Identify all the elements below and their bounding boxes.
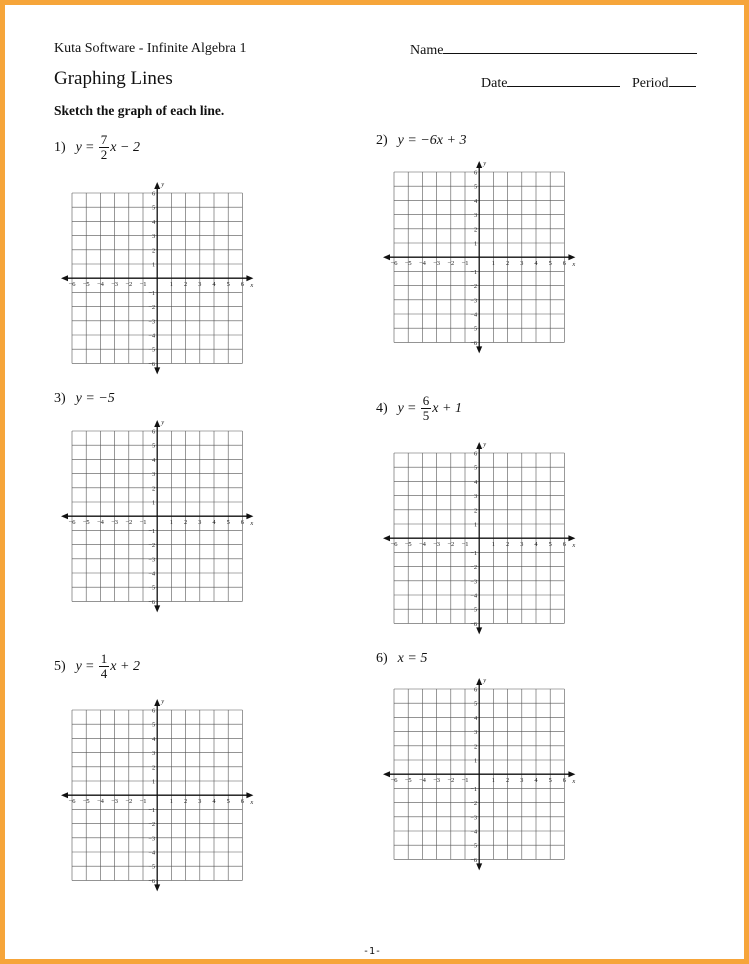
problem-4 (376, 394, 462, 423)
x-tick-label: 4 (534, 777, 538, 785)
page-number: -1- (363, 946, 382, 957)
y-tick-label: 6 (151, 428, 156, 436)
y-axis-arrow-up (476, 161, 482, 168)
x-tick-label: −3 (111, 519, 119, 527)
publisher-line: Kuta Software - Infinite Algebra 1 (54, 41, 247, 56)
eq-tail: x + 2 (110, 658, 140, 674)
x-tick-label: −2 (447, 541, 455, 549)
y-tick-label: −6 (470, 339, 478, 347)
problem-number: 3) (54, 391, 66, 406)
x-axis-label: x (572, 261, 576, 269)
y-tick-label: −2 (470, 564, 478, 572)
y-tick-label: 1 (151, 261, 156, 269)
y-tick-label: 1 (151, 499, 156, 507)
y-tick-label: −3 (148, 556, 156, 564)
eq-tail: x + 1 (432, 400, 462, 416)
problem-5 (54, 652, 140, 681)
y-tick-label: −4 (470, 828, 478, 836)
coordinate-grid-3[interactable] (55, 415, 265, 621)
y-axis-label: y (161, 698, 165, 705)
y-tick-label: −1 (470, 268, 478, 276)
x-axis-label: x (250, 799, 254, 807)
x-tick-label: −2 (447, 777, 455, 785)
eq-sign: = (85, 139, 94, 155)
x-axis-label: x (250, 520, 254, 528)
y-tick-label: −5 (470, 842, 478, 850)
fraction-denominator: 2 (100, 147, 108, 162)
y-tick-label: 2 (473, 226, 478, 234)
y-tick-label: 2 (473, 743, 478, 751)
x-tick-label: −1 (139, 519, 147, 527)
problem-6 (376, 651, 427, 667)
y-tick-label: 5 (473, 700, 478, 708)
x-tick-label: 2 (183, 281, 188, 289)
x-tick-label: 5 (226, 519, 230, 527)
x-tick-label: −1 (461, 777, 469, 785)
name-field (410, 41, 697, 59)
y-tick-label: −3 (470, 578, 478, 586)
problem-number: 2) (376, 133, 388, 148)
x-tick-label: 5 (548, 777, 552, 785)
date-label: Date (481, 76, 508, 91)
x-tick-label: 2 (183, 519, 188, 527)
y-tick-label: −2 (148, 821, 156, 829)
fraction (99, 133, 110, 162)
y-tick-label: 6 (151, 707, 156, 715)
x-tick-label: 1 (169, 281, 174, 289)
coordinate-grid-6[interactable] (377, 673, 587, 879)
x-tick-label: −5 (82, 798, 90, 806)
x-tick-label: 3 (198, 798, 202, 806)
x-tick-label: −5 (82, 281, 90, 289)
coordinate-grid-1[interactable] (55, 177, 265, 383)
y-tick-label: 1 (473, 240, 478, 248)
fraction-denominator: 4 (100, 666, 108, 681)
x-tick-label: −5 (404, 260, 412, 268)
y-tick-label: −4 (470, 311, 478, 319)
y-tick-label: −6 (470, 620, 478, 628)
y-axis-label: y (483, 160, 487, 167)
y-tick-label: −2 (470, 800, 478, 808)
y-tick-label: −3 (470, 814, 478, 822)
y-tick-label: 2 (151, 485, 156, 493)
x-tick-label: 2 (505, 260, 510, 268)
y-axis-label: y (483, 441, 487, 448)
equation (398, 394, 462, 423)
y-tick-label: −4 (470, 592, 478, 600)
y-tick-label: 6 (473, 686, 478, 694)
x-axis-arrow-left (383, 254, 390, 260)
y-tick-label: −1 (148, 527, 156, 535)
eq-var: y (75, 139, 82, 155)
y-tick-label: 4 (151, 456, 156, 464)
y-tick-label: −4 (148, 849, 156, 857)
y-axis-arrow-up (476, 442, 482, 449)
fraction-numerator: 7 (100, 132, 108, 147)
y-tick-label: 4 (473, 478, 478, 486)
x-tick-label: 1 (491, 541, 496, 549)
x-tick-label: 3 (520, 541, 524, 549)
x-axis-arrow-left (61, 275, 68, 281)
x-tick-label: −6 (390, 260, 398, 268)
x-tick-label: 2 (505, 777, 510, 785)
y-axis-arrow-up (154, 182, 160, 189)
x-tick-label: 1 (169, 798, 174, 806)
y-tick-label: −5 (148, 584, 156, 592)
period-blank (669, 74, 696, 87)
y-tick-label: −2 (470, 283, 478, 291)
y-tick-label: 3 (473, 729, 478, 737)
y-axis-label: y (161, 419, 165, 426)
eq-sign: = (85, 658, 94, 674)
x-tick-label: 3 (198, 281, 202, 289)
x-tick-label: −2 (447, 260, 455, 268)
x-axis-arrow-right (568, 254, 575, 260)
y-tick-label: 4 (473, 714, 478, 722)
y-tick-label: −5 (470, 606, 478, 614)
y-tick-label: 5 (151, 442, 156, 450)
x-tick-label: 6 (562, 260, 567, 268)
x-tick-label: 2 (183, 798, 188, 806)
y-tick-label: −5 (148, 863, 156, 871)
x-tick-label: −6 (390, 541, 398, 549)
y-tick-label: −3 (148, 835, 156, 843)
x-tick-label: −4 (96, 519, 104, 527)
eq-tail: x − 2 (110, 139, 140, 155)
y-tick-label: −1 (470, 549, 478, 557)
x-tick-label: −6 (68, 519, 76, 527)
fraction-denominator: 5 (422, 408, 430, 423)
x-axis-arrow-right (568, 535, 575, 541)
x-tick-label: 6 (562, 777, 567, 785)
y-tick-label: −6 (470, 856, 478, 864)
x-tick-label: 6 (240, 798, 245, 806)
name-blank (443, 41, 697, 54)
x-tick-label: −6 (390, 777, 398, 785)
y-axis-arrow-down (476, 346, 482, 353)
y-axis-arrow-down (154, 367, 160, 374)
y-tick-label: 3 (473, 493, 478, 501)
y-tick-label: 5 (151, 204, 156, 212)
problem-2 (376, 133, 466, 149)
x-tick-label: 4 (212, 798, 216, 806)
y-tick-label: −2 (148, 542, 156, 550)
x-axis-arrow-left (61, 513, 68, 519)
y-tick-label: 4 (151, 218, 156, 226)
equation (76, 133, 140, 162)
problem-number: 1) (54, 139, 66, 155)
x-axis-arrow-left (383, 535, 390, 541)
x-tick-label: 2 (505, 541, 510, 549)
fraction (421, 394, 432, 423)
equation (76, 652, 140, 681)
x-axis-arrow-right (246, 513, 253, 519)
y-tick-label: 3 (473, 212, 478, 220)
x-tick-label: −5 (404, 777, 412, 785)
y-tick-label: −3 (148, 318, 156, 326)
x-tick-label: −4 (418, 541, 426, 549)
y-tick-label: 1 (473, 521, 478, 529)
y-tick-label: 2 (151, 764, 156, 772)
x-tick-label: −1 (139, 798, 147, 806)
x-tick-label: 6 (240, 281, 245, 289)
x-tick-label: 5 (548, 541, 552, 549)
x-tick-label: 1 (491, 260, 496, 268)
y-axis-label: y (483, 677, 487, 684)
worksheet-title: Graphing Lines (54, 68, 173, 89)
eq-var: y (397, 400, 404, 416)
x-axis-arrow-right (568, 771, 575, 777)
y-tick-label: −5 (470, 325, 478, 333)
instructions: Sketch the graph of each line. (54, 103, 225, 118)
y-tick-label: 2 (151, 247, 156, 255)
y-axis-arrow-up (154, 699, 160, 706)
y-tick-label: −1 (148, 289, 156, 297)
y-tick-label: 6 (473, 169, 478, 177)
y-tick-label: 3 (151, 750, 156, 758)
y-tick-label: 4 (473, 197, 478, 205)
equation: y = −6x + 3 (397, 133, 467, 148)
equation: x = 5 (397, 651, 428, 666)
y-tick-label: 5 (473, 464, 478, 472)
fraction (99, 652, 110, 681)
y-tick-label: −1 (470, 785, 478, 793)
x-tick-label: −4 (96, 798, 104, 806)
x-tick-label: 6 (562, 541, 567, 549)
x-axis-arrow-left (61, 792, 68, 798)
problem-number: 5) (54, 658, 66, 674)
x-tick-label: −2 (125, 519, 133, 527)
x-tick-label: −2 (125, 281, 133, 289)
x-tick-label: −5 (404, 541, 412, 549)
x-tick-label: −6 (68, 281, 76, 289)
eq-sign: = (407, 400, 416, 416)
y-axis-arrow-down (476, 627, 482, 634)
y-tick-label: −4 (148, 570, 156, 578)
x-axis-label: x (572, 778, 576, 786)
x-tick-label: 3 (520, 777, 524, 785)
y-tick-label: 4 (151, 735, 156, 743)
eq-var: y (75, 658, 82, 674)
y-axis-arrow-up (154, 420, 160, 427)
y-tick-label: −1 (148, 806, 156, 814)
fraction-numerator: 1 (100, 651, 108, 666)
y-tick-label: 3 (151, 471, 156, 479)
x-tick-label: 1 (169, 519, 174, 527)
y-tick-label: 1 (473, 757, 478, 765)
y-tick-label: 6 (473, 450, 478, 458)
x-tick-label: −2 (125, 798, 133, 806)
x-tick-label: −5 (82, 519, 90, 527)
problem-number: 4) (376, 400, 388, 416)
x-axis-arrow-right (246, 792, 253, 798)
y-axis-arrow-up (476, 678, 482, 685)
date-blank (507, 74, 620, 87)
x-tick-label: −3 (111, 798, 119, 806)
y-tick-label: 5 (473, 183, 478, 191)
x-tick-label: −6 (68, 798, 76, 806)
y-tick-label: −3 (470, 297, 478, 305)
y-tick-label: 1 (151, 778, 156, 786)
y-axis-label: y (161, 181, 165, 188)
problem-number: 6) (376, 651, 388, 666)
x-tick-label: −3 (433, 260, 441, 268)
problem-1 (54, 133, 140, 162)
problem-3 (54, 391, 115, 407)
y-tick-label: −2 (148, 304, 156, 312)
x-tick-label: −1 (139, 281, 147, 289)
coordinate-grid-4[interactable] (377, 437, 587, 643)
y-tick-label: 6 (151, 190, 156, 198)
x-tick-label: −1 (461, 541, 469, 549)
x-tick-label: −4 (418, 260, 426, 268)
y-tick-label: −6 (148, 360, 156, 368)
x-tick-label: 4 (534, 260, 538, 268)
coordinate-grid-5[interactable] (55, 694, 265, 900)
x-tick-label: 1 (491, 777, 496, 785)
x-tick-label: −3 (111, 281, 119, 289)
x-tick-label: −4 (96, 281, 104, 289)
x-tick-label: 5 (548, 260, 552, 268)
x-tick-label: 4 (212, 519, 216, 527)
x-tick-label: 4 (534, 541, 538, 549)
period-label: Period (631, 76, 669, 91)
y-axis-arrow-down (154, 884, 160, 891)
x-tick-label: 3 (520, 260, 524, 268)
y-axis-arrow-down (154, 605, 160, 612)
y-tick-label: −6 (148, 598, 156, 606)
x-tick-label: 5 (226, 281, 230, 289)
x-axis-arrow-left (383, 771, 390, 777)
y-tick-label: −5 (148, 346, 156, 354)
equation: y = −5 (75, 391, 115, 406)
x-axis-label: x (572, 542, 576, 550)
y-tick-label: 5 (151, 721, 156, 729)
date-period-field (481, 74, 696, 92)
y-axis-arrow-down (476, 863, 482, 870)
x-tick-label: 4 (212, 281, 216, 289)
x-tick-label: −1 (461, 260, 469, 268)
name-label: Name (410, 43, 444, 58)
y-tick-label: −6 (148, 877, 156, 885)
x-tick-label: 3 (198, 519, 202, 527)
y-tick-label: 2 (473, 507, 478, 515)
x-tick-label: −4 (418, 777, 426, 785)
x-tick-label: 5 (226, 798, 230, 806)
x-tick-label: 6 (240, 519, 245, 527)
x-tick-label: −3 (433, 777, 441, 785)
coordinate-grid-2[interactable] (377, 156, 587, 362)
x-tick-label: −3 (433, 541, 441, 549)
y-tick-label: 3 (151, 233, 156, 241)
x-axis-arrow-right (246, 275, 253, 281)
x-axis-label: x (250, 282, 254, 290)
fraction-numerator: 6 (422, 393, 430, 408)
y-tick-label: −4 (148, 332, 156, 340)
